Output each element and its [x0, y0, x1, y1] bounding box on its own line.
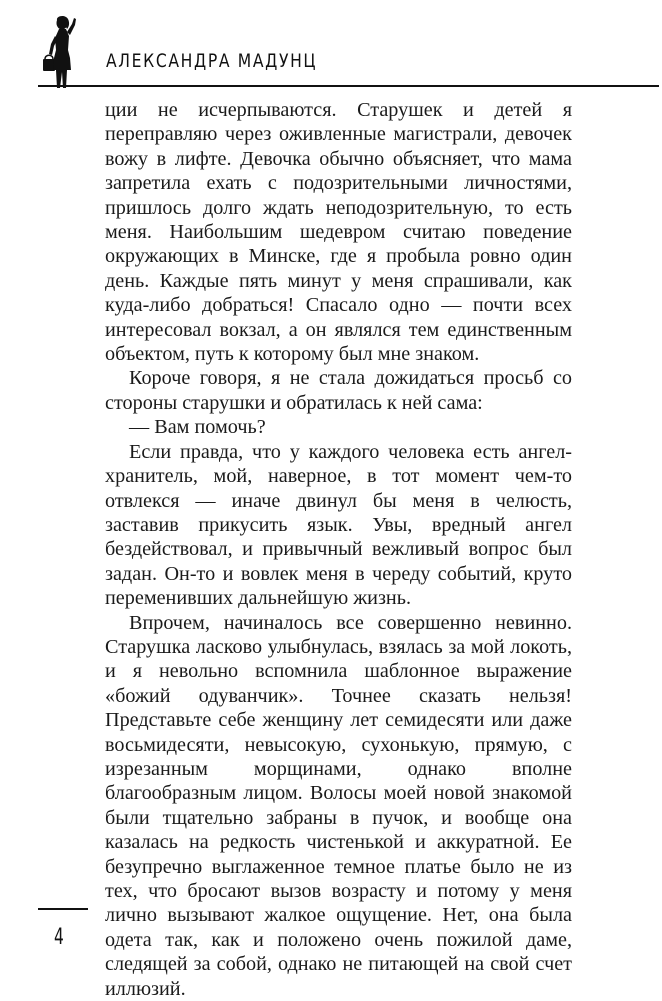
paragraph: Если правда, что у каждого человека есть ангел-хранитель, мой, наверное, в тот момент чем-то отвлекся — иначе двинул бы меня в челюсть, заставив прикусить язык. Увы, вредный ангел бездействовал, и привычный вежливый вопрос был задан. Он-то и вовлек меня в череду событий, круто переменивших дальнейшую жизнь.: [105, 440, 572, 610]
page-body: [105, 98, 572, 1001]
running-header: [0, 0, 662, 100]
dialogue-line: — Вам помочь?: [129, 416, 266, 439]
page-number: 4: [54, 925, 64, 950]
woman-silhouette-icon: [38, 14, 88, 90]
header-divider: [38, 85, 659, 87]
footer-divider: [38, 908, 88, 910]
paragraph: ции не исчерпываются. Старушек и детей я переправляю через оживленные магистрали, девочек вожу в лифте. Девочка обычно объясняет, что мама запретила ехать с подозрительными личностями, пришлось долго ждать неподозрительную, то есть меня. Наибольшим шедевром считаю поведение окружающих в Минске, где я пробыла ровно один день. Каждые пять минут у меня спрашивали, как куда-либо добраться! Спасало одно — почти всех интересовал вокзал, а он являлся тем единственным объектом, путь к которому был мне знаком.: [105, 99, 572, 366]
paragraph: Впрочем, начиналось все совершенно невинно. Старушка ласково улыбнулась, взялась за мой локоть, и я невольно вспомнила шаблонное выражение «божий одуванчик». Точнее сказать нельзя! Представьте себе женщину лет семидесяти или даже восьмидесяти, невысокую, сухонькую, прямую, с изрезанным морщинами, однако вполне благообразным лицом. Волосы моей новой знакомой были тщательно забраны в пучок, и вообще она казалась на редкость чистенькой и аккуратной. Ее безупречно выглаженное темное платье было не из тех, что бросают вызов возрасту и потому у меня лично вызывают жалкое ощущение. Нет, она была одета так, как и положено очень пожилой даме, следящей за собой, однако не питающей на свой счет иллюзий.: [105, 611, 572, 1000]
author-name: АЛЕКСАНДРА МАДУНЦ: [106, 50, 318, 72]
paragraph: Короче говоря, я не стала дожидаться просьб со стороны старушки и обратилась к ней сама:: [105, 367, 572, 414]
